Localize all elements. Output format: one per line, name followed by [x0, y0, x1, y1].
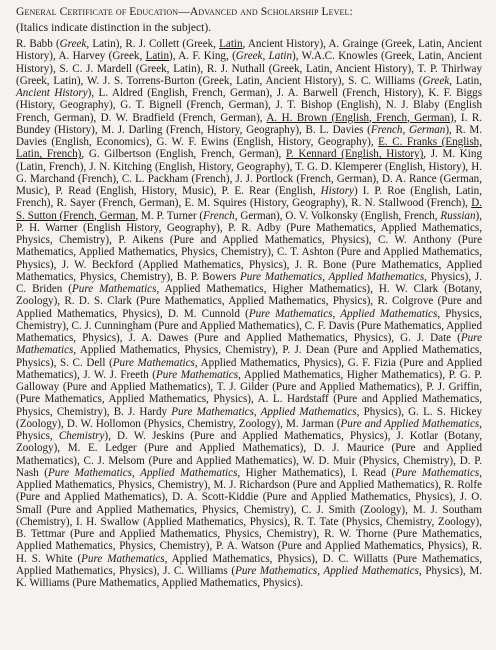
- results-text-run: ) I. P. Roe (English, Latin, French), R. Sayer (French, German), E. M. Squires (History, Geography), R. N. Stallwood (French),: [16, 185, 482, 210]
- distinction-text: Pure and Applied Mathematics: [340, 417, 480, 430]
- distinction-text: Pure Mathematics, Applied Mathematics: [235, 564, 419, 577]
- underlined-text: A. H. Brown (English, French, German): [266, 111, 454, 124]
- results-text-run: , Applied Mathematics, Higher Mathematics), H. W. Clark (Botany, Zoology), R. D. S. Clark (Pure Mathematics, Applied Mathematics, Physics), R. Colgrove (Pure and Applied Mathematics, Physics), D. M. Cunnold (: [16, 283, 482, 320]
- distinction-text: Pure Mathematics, Applied Mathematics: [239, 270, 425, 283]
- distinction-text: Pure Mathematics: [72, 283, 157, 295]
- distinction-text: History: [320, 185, 354, 197]
- underlined-text: Latin: [219, 38, 243, 50]
- distinction-text: Chemistry: [58, 430, 105, 442]
- italics-note: (Italics indicate distinction in the subject).: [16, 21, 212, 34]
- distinction-text: Pure Mathematics, Applied Mathematics: [171, 405, 357, 418]
- results-text-run: , Physics), G. L. S. Hickey (Zoology), D. W. Hollomon (Physics, Chemistry, Zoology), M. Jarman (: [16, 405, 482, 430]
- distinction-text: Pure Mathematics: [395, 466, 480, 479]
- results-text-run: , Ancient History), A. Grainge (Greek, Latin, Ancient History), A. Harvey (Greek,: [16, 38, 482, 63]
- results-text-run: , J. M. King (Latin, French), J. N. Kitching (English, History, Geography), T. G. D. Klemperer (English, History), H. G. Marchand (French), C. L. Packham (French), J. J. Portlock (French, German), D. A. Rance (German, Music), P. Read (English, History, Music), P. E. Rear (English,: [16, 148, 482, 197]
- results-text-run: ), A. F. King, (: [169, 50, 236, 63]
- distinction-text: Pure Mathematics: [112, 356, 195, 369]
- results-text-run: , Applied Mathematics, Physics, Chemistry), M. J. Richardson (Pure and Applied Mathematics), R. Rolfe (Pure and Applied Mathematics), D. A. Scott-Kiddie (Pure and Applied Mathematics, Physics), J. O. Small (Pure and Applied Mathematics, Physics, Chemistry), C. J. Smith (Zoology), M. J. Southam (Chemistry), I. H. Swallow (Applied Mathematics, Physics), R. T. Tate (Physics, Chemistry, Zoology), B. Tettmar (Pure and Applied Mathematics, Physics, Chemistry), R. W. Thorne (Pure Mathematics, Applied Mathematics, Physics, Chemistry), P. A. Watson (Pure and Applied Mathematics, Physics), R. H. S. White (: [16, 466, 482, 565]
- distinction-text: Pure Mathematics, Applied Mathematics: [248, 307, 438, 320]
- distinction-text: Greek, Latin: [235, 50, 293, 63]
- results-text-run: , Physics,: [16, 417, 482, 442]
- underlined-text: D. S. Sutton (French, German: [16, 197, 482, 222]
- results-text-run: , Physics), M. K. Williams (Pure Mathematics, Applied Mathematics, Physics).: [16, 564, 482, 589]
- results-paragraph: [16, 38, 484, 589]
- results-text-run: , Physics, Chemistry), C. J. Cunningham (Pure and Applied Mathematics), C. F. Davis (Pure Mathematics, Applied Mathematics, Physics), J. A. Dawes (Pure and Applied Mathematics, Physics), G. J. Date (: [16, 307, 482, 344]
- results-text-run: , Applied Mathematics, Physics, Chemistry), P. J. Dean (Pure and Applied Mathematics, Physics), S. C. Dell (: [16, 344, 482, 369]
- results-text-run: , Latin,: [449, 74, 482, 87]
- results-text-run: , Higher Mathematics), I. Read (: [237, 466, 396, 479]
- results-text-run: ), L. Aldred (English, French, German), J. A. Barwell (French, History), K. F. Biggs (History, Geography), G. T. Bignell (French, German), J. T. Bishop (English), N. J. Blaby (English French, German), D. W. Bradfield (French, German),: [16, 87, 483, 124]
- distinction-text: Pure Mathematics, Applied Mathematics: [48, 466, 238, 479]
- distinction-text: French: [370, 123, 403, 136]
- results-text-run: , Latin), R. J. Collett (Greek,: [86, 38, 220, 50]
- distinction-text: Ancient History: [16, 87, 88, 99]
- distinction-text: Greek: [59, 38, 87, 50]
- results-text-run: , Applied Mathematics, Higher Mathematics), P. G. P. Galloway (Pure and Applied Mathematics), T. J. Gilder (Pure and Applied Mathematics), P. J. Griffin, (Pure Mathematics, Applied Mathematics, Physics), A. L. Hardstaff (Pure and Applied Mathematics, Physics, Chemistry), B. J. Hardy: [16, 368, 482, 418]
- results-text-run: ), W.A.C. Knowles (Greek, Latin, Ancient History), S. C. J. Mardell (Greek, Latin), R. J. Nuthall (Greek, Latin, Ancient History), T. P. Thirlway (Greek, Latin), W. J. S. Torrens-Burton (Greek, Latin, Ancient History), S. C. Williams (: [16, 50, 482, 87]
- underlined-text: Latin: [145, 50, 169, 63]
- distinction-text: Russian: [440, 209, 476, 222]
- results-text-run: ), P. H. Warner (English History, Geography), P. R. Adby (Pure Mathematics, Applied Mathematics, Physics, Chemistry), P. Aikens (Pure and Applied Mathematics, Physics), C. W. Anthony (Pure Mathematics, Applied Mathematics, Physics, Chemistry), C. T. Ashton (Pure and Applied Mathematics, Physics), J. W. Beckford (Applied Mathematics, Physics), J. R. Bone (Pure Mathematics, Applied Mathematics, Physics, Chemistry), B. P. Bowers: [16, 209, 482, 283]
- results-text-run: ,: [402, 123, 409, 136]
- results-text-run: , M. P. Turner (: [135, 209, 204, 222]
- underlined-text: P. Kennard (English, History): [285, 148, 424, 161]
- distinction-text: Pure Mathematics: [16, 332, 482, 357]
- distinction-text: German: [408, 123, 446, 136]
- results-text-run: ), R. M. Davies (English, Economics), G. W. F. Ewins (English, History, Geography),: [16, 123, 483, 148]
- results-text-run: , Physics), J. C. Briden (: [16, 270, 482, 295]
- section-heading: General Certificate of Education—Advanced and Scholarship Level:: [16, 5, 353, 18]
- distinction-text: Greek: [422, 74, 450, 87]
- results-text-run: , German), O. V. Volkonsky (English, French,: [234, 209, 441, 222]
- results-text-run: , Applied Mathematics, Physics), G. F. Fizia (Pure and Applied Mathematics), J. W. J. Freeth (: [16, 356, 482, 381]
- underlined-text: E. C. Franks (English, Latin, French): [16, 136, 482, 161]
- results-text-run: , Applied Mathematics, Physics), D. C. Willatts (Pure Mathematics, Applied Mathematics, Physics), J. C. Williams (: [16, 552, 482, 577]
- results-text-run: R. Babb (: [16, 38, 60, 50]
- distinction-text: Pure Mathematics: [81, 552, 165, 565]
- distinction-text: French: [203, 209, 235, 222]
- distinction-text: Pure Mathematics: [156, 368, 239, 381]
- results-text-run: , I. R. Bundey (History), M. J. Darling (French, History, Geography), B. L. Davies (: [16, 111, 482, 136]
- results-text-run: ), D. W. Jeskins (Pure and Applied Mathematics, Physics), J. Kotlar (Botany, Zoology), M. E. Ledger (Pure and Applied Mathematics), D. J. Maurice (Pure and Applied Mathematics), C. J. Melsom (Pure and Applied Mathematics), W. D. Muir (Physics, Chemistry), D. P. Nash (: [16, 430, 482, 479]
- results-text-run: , G. Gilbertson (English, French, German),: [81, 148, 286, 161]
